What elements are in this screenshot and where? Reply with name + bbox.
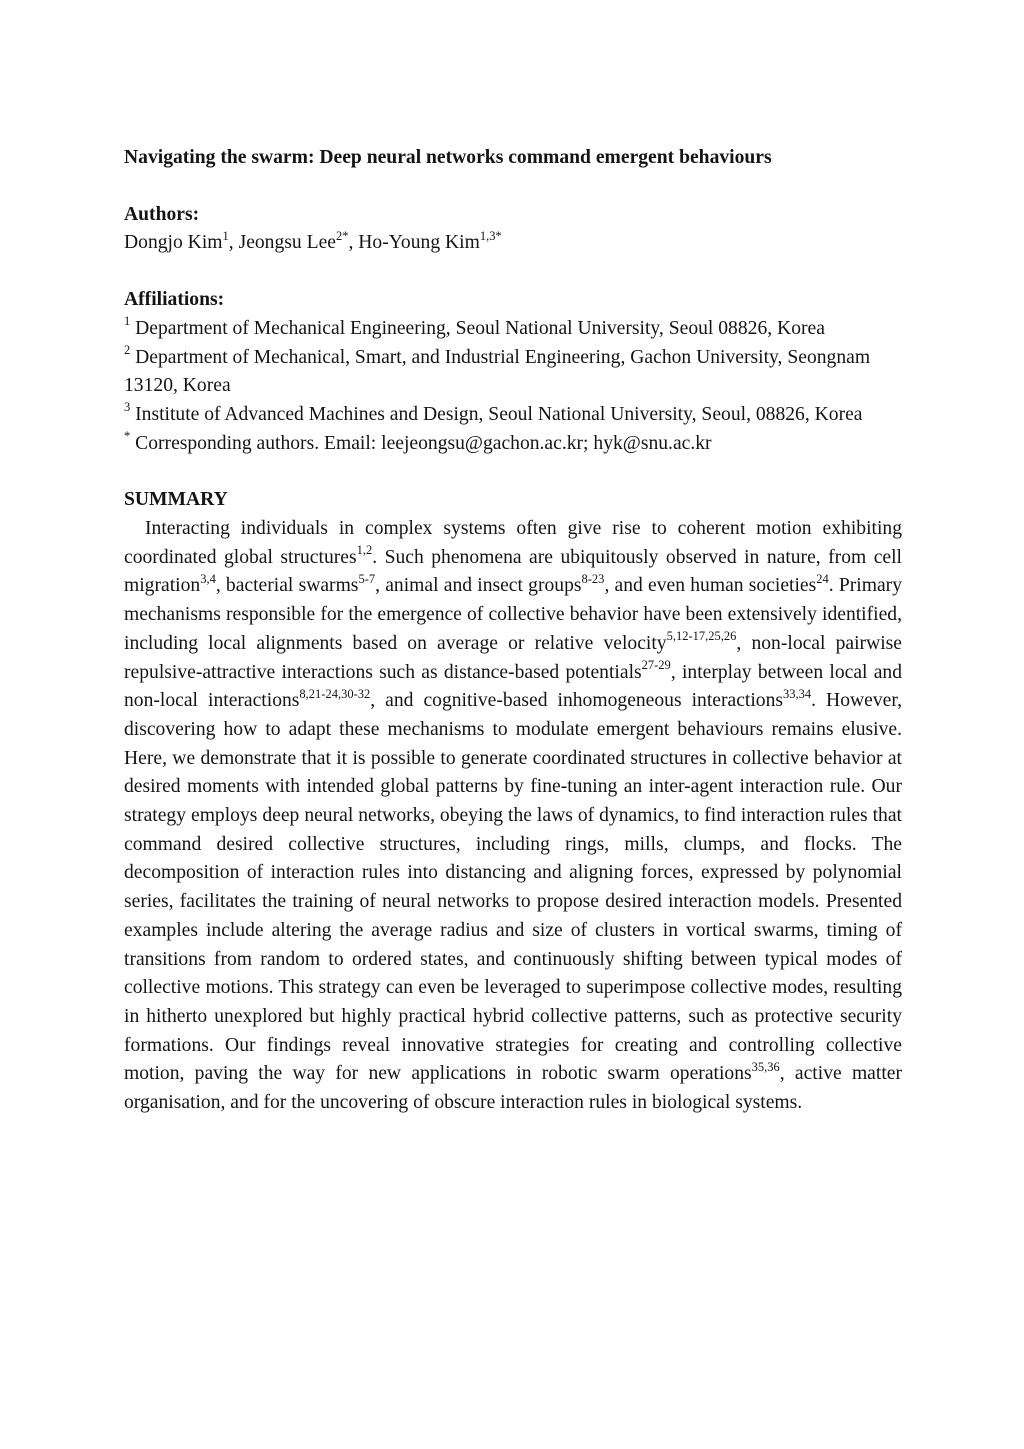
affiliation-text: Department of Mechanical Engineering, Seoul National University, Seoul 08826, Korea [130,317,825,339]
affiliation-item [124,401,902,430]
author-name: Ho-Young Kim [358,232,480,254]
affiliation-marker: 3 [124,400,131,415]
summary-text-run: , animal and insect groups [375,575,582,597]
citation-superscript: 5,12-17,25,26 [666,629,737,644]
corresponding-email-text: Corresponding authors. Email: leejeongsu@gachon.ac.kr; hyk@snu.ac.kr [130,432,712,454]
citation-superscript: 1,2 [356,543,373,558]
summary-heading: SUMMARY [124,489,228,511]
citation-superscript: 27-29 [641,658,671,673]
affiliation-item [124,344,902,401]
author-name: Jeongsu Lee [238,232,336,254]
citation-superscript: 5-7 [358,571,376,586]
summary-text-run: , and cognitive-based inhomogeneous interactions [370,690,784,712]
author-affiliation-marker: 1,3* [479,228,502,243]
author-affiliation-marker: 2* [335,228,349,243]
paper-title: Navigating the swarm: Deep neural networks command emergent behaviours [124,147,772,168]
citation-superscript: 33,34 [783,686,812,701]
author-affiliation-marker: 1 [222,228,229,243]
author-name: Dongjo Kim [124,232,223,254]
affiliation-marker: 1 [124,314,131,329]
summary-paragraph [124,515,902,1118]
author-separator: , [228,232,239,254]
affiliation-item [124,315,902,344]
authors-label: Authors: [124,203,200,225]
affiliation-text: Institute of Advanced Machines and Design, Seoul National University, Seoul, 08826, Korea [130,403,863,425]
summary-text-run: . Such phenomena are ubiquitously observed in nature, from cell migration [124,546,902,597]
summary-text-run: . Primary mechanisms responsible for the emergence of collective behavior have been extensively identified, including local alignments based on average or relative velocity [124,575,902,654]
summary-text-run: . However, discovering how to adapt these mechanisms to modulate emergent behaviours remains elusive. Here, we demonstrate that it is possible to generate coordinated structures in collective behavior at desired moments with intended global patterns by fine-tuning an inter-agent interaction rule. Our strategy employs deep neural networks, obeying the laws of dynamics, to find interaction rules that command desired collective structures, including rings, mills, clumps, and flocks. The decomposition of interaction rules into distancing and aligning forces, expressed by polynomial series, facilitates the training of neural networks to propose desired interaction models. Presented examples include altering the average radius and size of clusters in vortical swarms, timing of transitions from random to ordered states, and continuously shifting between typical modes of collective motions. This strategy can even be leveraged to superimpose collective modes, resulting in hitherto unexplored but highly practical hybrid collective patterns, such as protective security formations. Our findings reveal innovative strategies for creating and controlling collective motion, paving the way for new applications in robotic swarm operations [124,690,902,1085]
citation-superscript: 3,4 [200,571,216,586]
summary-text-run: , bacterial swarms [215,575,359,597]
summary-text-run: , and even human societies [604,575,817,597]
corresponding-marker: * [124,429,131,444]
paper-content [124,144,902,1118]
citation-superscript: 24 [816,571,829,586]
summary-text-run: Interacting individuals in complex systems often give rise to coherent motion exhibiting coordinated global structures [124,518,902,568]
summary-text-run: , non-local pairwise repulsive-attractive interactions such as distance-based potentials [124,632,902,683]
authors-line [124,229,902,258]
citation-superscript: 35,36 [751,1059,780,1074]
citation-superscript: 8,21-24,30-32 [299,686,371,701]
author-separator: , [348,232,359,254]
corresponding-authors [124,430,902,459]
summary-text-run: , active matter organisation, and for the uncovering of obscure interaction rules in biological systems. [124,1063,902,1114]
summary-text-run: , interplay between local and non-local interactions [124,661,902,712]
affiliations-label: Affiliations: [124,289,225,311]
affiliation-marker: 2 [124,342,131,357]
affiliation-text: Department of Mechanical, Smart, and Industrial Engineering, Gachon University, Seongnam 13120, Korea [124,346,871,397]
citation-superscript: 8-23 [581,571,605,586]
